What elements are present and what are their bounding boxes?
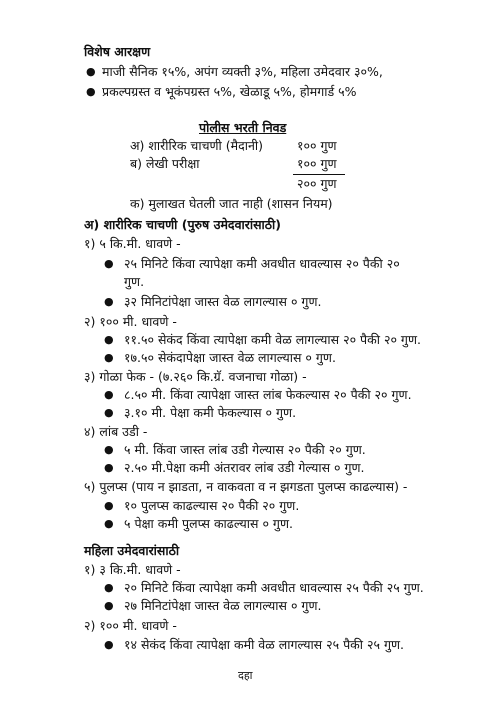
bullet-icon: ● [104,461,114,474]
women-item-1-bullet-2: २७ मिनिटांपेक्षा जास्त वेळ लागल्यास ० गुण. [124,598,322,613]
men-physical-test-heading: अ) शारीरिक चाचणी (पुरुष उमेदवारांसाठी) [84,217,282,232]
bullet-icon: ● [104,517,114,530]
men-item-4-bullet-1: ५ मी. किंवा जास्त लांब उडी गेल्यास २० पैकी २० गुण. [124,442,366,457]
bullet-icon: ● [86,85,96,98]
men-item-1-bullet-2: ३२ मिनिटांपेक्षा जास्त वेळ लागल्यास ० गुण. [124,294,322,309]
men-item-5-bullet-2: ५ पेक्षा कमी पुलप्स काढल्यास ० गुण. [124,516,293,531]
men-item-3: ३) गोळा फेक - (७.२६० कि.ग्रॅ. वजनाचा गोळा) - [84,369,307,384]
selection-heading: पोलीस भरती निवड [199,120,287,135]
men-item-2-bullet-2: १७.५० सेकंदापेक्षा जास्त वेळ लागल्यास ० गुण. [124,350,336,365]
selection-row-c: क) मुलाखत घेतली जात नाही (शासन नियम) [130,196,333,211]
women-item-1: १) ३ कि.मी. धावणे - [84,562,181,577]
bullet-icon: ● [86,65,96,78]
special-reservation-item-1: माजी सैनिक १५%, अपंग व्यक्ती ३%, महिला उमेदवार ३०%, [102,64,383,79]
men-item-4-bullet-2: २.५० मी.पेक्षा कमी अंतरावर लांब उडी गेल्यास ० गुण. [124,460,365,475]
page-number: दहा [238,669,253,682]
women-item-1-bullet-1: २० मिनिटे किंवा त्यापेक्षा कमी अवधीत धावल्यास २५ पैकी २५ गुण. [124,580,424,595]
men-item-4: ४) लांब उडी - [84,424,148,439]
men-item-5-bullet-1: १० पुलप्स काढल्यास २० पैकी २० गुण. [124,498,300,513]
men-item-1-bullet-1: २५ मिनिटे किंवा त्यापेक्षा कमी अवधीत धावल्यास २० पैकी २० [124,256,400,271]
men-item-3-bullet-1: ८.५० मी. किंवा त्यापेक्षा जास्त लांब फेकल्यास २० पैकी २० गुण. [124,387,412,402]
men-item-1-bullet-1-cont: गुण. [124,274,145,289]
men-item-2-bullet-1: ११.५० सेकंद किंवा त्यापेक्षा कमी वेळ लागल्यास २० पैकी २० गुण. [124,332,421,347]
selection-row-b-label: ब) लेखी परीक्षा [130,156,200,171]
selection-row-a-label: अ) शारीरिक चाचणी (मैदानी) [130,138,264,153]
total-rule [293,174,345,175]
bullet-icon: ● [104,388,114,401]
bullet-icon: ● [104,638,114,651]
bullet-icon: ● [104,333,114,346]
bullet-icon: ● [104,295,114,308]
special-reservation-heading: विशेष आरक्षण [84,44,151,59]
bullet-icon: ● [104,599,114,612]
men-item-5: ५) पुलप्स (पाय न झाडता, न वाकवता व न झगडता पुलप्स काढल्यास) - [84,479,408,494]
men-item-2: २) १०० मी. धावणे - [84,314,177,329]
selection-row-b-score: १०० गुण [297,156,337,171]
bullet-icon: ● [104,257,114,270]
bullet-icon: ● [104,443,114,456]
selection-row-a-score: १०० गुण [297,138,337,153]
selection-total-score: २०० गुण [297,176,337,191]
bullet-icon: ● [104,351,114,364]
men-item-3-bullet-2: ३.१० मी. पेक्षा कमी फेकल्यास ० गुण. [124,405,297,420]
men-item-1: १) ५ कि.मी. धावणे - [84,236,181,251]
bullet-icon: ● [104,581,114,594]
bullet-icon: ● [104,406,114,419]
women-item-2-bullet-1: १४ सेकंद किंवा त्यापेक्षा कमी वेळ लागल्यास २५ पैकी २५ गुण. [124,637,405,652]
women-item-2: २) १०० मी. धावणे - [84,618,177,633]
bullet-icon: ● [104,499,114,512]
women-heading: महिला उमेदवारांसाठी [84,543,180,558]
special-reservation-item-2: प्रकल्पग्रस्त व भूकंपग्रस्त ५%, खेळाडू ५%, होमगार्ड ५% [102,84,357,99]
